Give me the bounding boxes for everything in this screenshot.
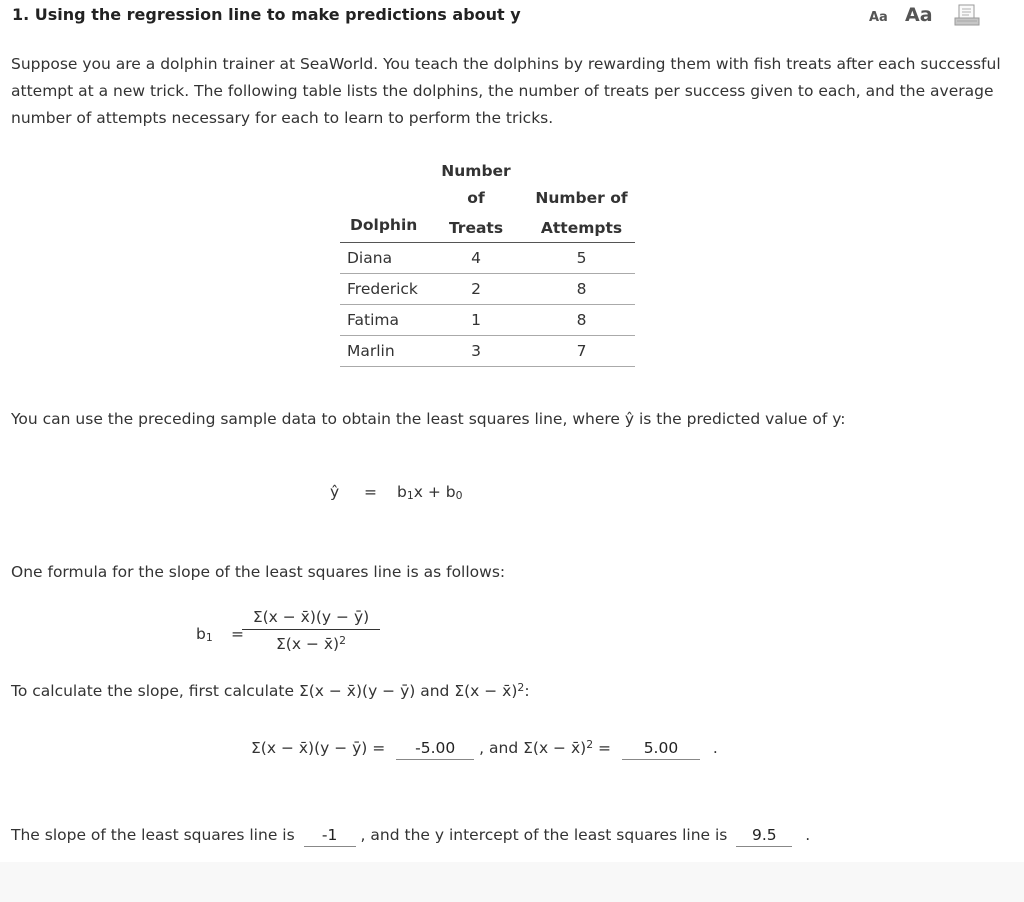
slope-label: b1 (196, 625, 213, 644)
dolphin-cell: Fatima (340, 305, 424, 336)
regression-equation (330, 483, 463, 502)
font-size-small-button[interactable]: Aa (869, 10, 888, 25)
equation-rhs: b1x + b0 (397, 483, 463, 502)
header-treats-line1: Number of (441, 162, 511, 207)
intro-paragraph: Suppose you are a dolphin trainer at SeaWorld. You teach the dolphins by rewarding them with fish treats after each successful attempt at a new trick. The following table lists the dolphins, the number of treats per success given to each, and the average number of attempts necessary for each to learn to perform the tricks. (11, 55, 1001, 127)
slope-answer[interactable]: -1 (304, 824, 356, 847)
header-attempts-line2: Attempts (528, 212, 635, 243)
print-icon[interactable] (954, 4, 980, 26)
sum-products-answer[interactable]: -5.00 (396, 737, 474, 760)
y-hat-symbol: ŷ (330, 483, 340, 501)
slope-equals-sign: = (231, 625, 244, 643)
equals-sign: = (364, 483, 377, 501)
treats-cell: 2 (424, 274, 528, 305)
slope-fraction (242, 608, 380, 653)
header-treats-line2: Treats (424, 212, 528, 243)
calculation-line: Σ(x − x̄)(y − ȳ) = -5.00 , and Σ(x − x̄)$^2$ = 5.00 . (251, 737, 718, 760)
slope-formula-intro: One formula for the slope of the least squares line is as follows: (11, 563, 506, 581)
table-row (340, 243, 635, 274)
attempts-cell: 8 (528, 274, 635, 305)
attempts-cell: 8 (528, 305, 635, 336)
final-answer-line: The slope of the least squares line is -1 , and the y intercept of the least squares line is 9.5 . (11, 824, 810, 847)
dolphin-cell: Marlin (340, 336, 424, 367)
table-row (340, 274, 635, 305)
attempts-cell: 7 (528, 336, 635, 367)
treats-cell: 1 (424, 305, 528, 336)
treats-cell: 4 (424, 243, 528, 274)
page-footer-band (0, 862, 1024, 902)
font-size-large-button[interactable]: Aa (905, 4, 933, 26)
fraction-denominator: Σ(x − x̄)$^2$ (276, 634, 346, 653)
treats-cell: 3 (424, 336, 528, 367)
header-dolphin: Dolphin (340, 212, 424, 243)
dolphin-cell: Frederick (340, 274, 424, 305)
fraction-numerator: Σ(x − x̄)(y − ȳ) (242, 608, 380, 630)
attempts-cell: 5 (528, 243, 635, 274)
sum-squares-answer[interactable]: 5.00 (622, 737, 700, 760)
header-attempts-line1: Number of (535, 189, 628, 207)
table-row (340, 336, 635, 367)
dolphin-cell: Diana (340, 243, 424, 274)
dolphin-table (340, 158, 635, 367)
table-row (340, 305, 635, 336)
question-title: 1. Using the regression line to make predictions about y (12, 5, 521, 24)
calculate-instruction: To calculate the slope, first calculate Σ(x − x̄)(y − ȳ) and Σ(x − x̄)$^2$: (11, 681, 530, 700)
least-squares-paragraph: You can use the preceding sample data to obtain the least squares line, where ŷ is the predicted value of y: (11, 410, 846, 428)
intercept-answer[interactable]: 9.5 (736, 824, 792, 847)
